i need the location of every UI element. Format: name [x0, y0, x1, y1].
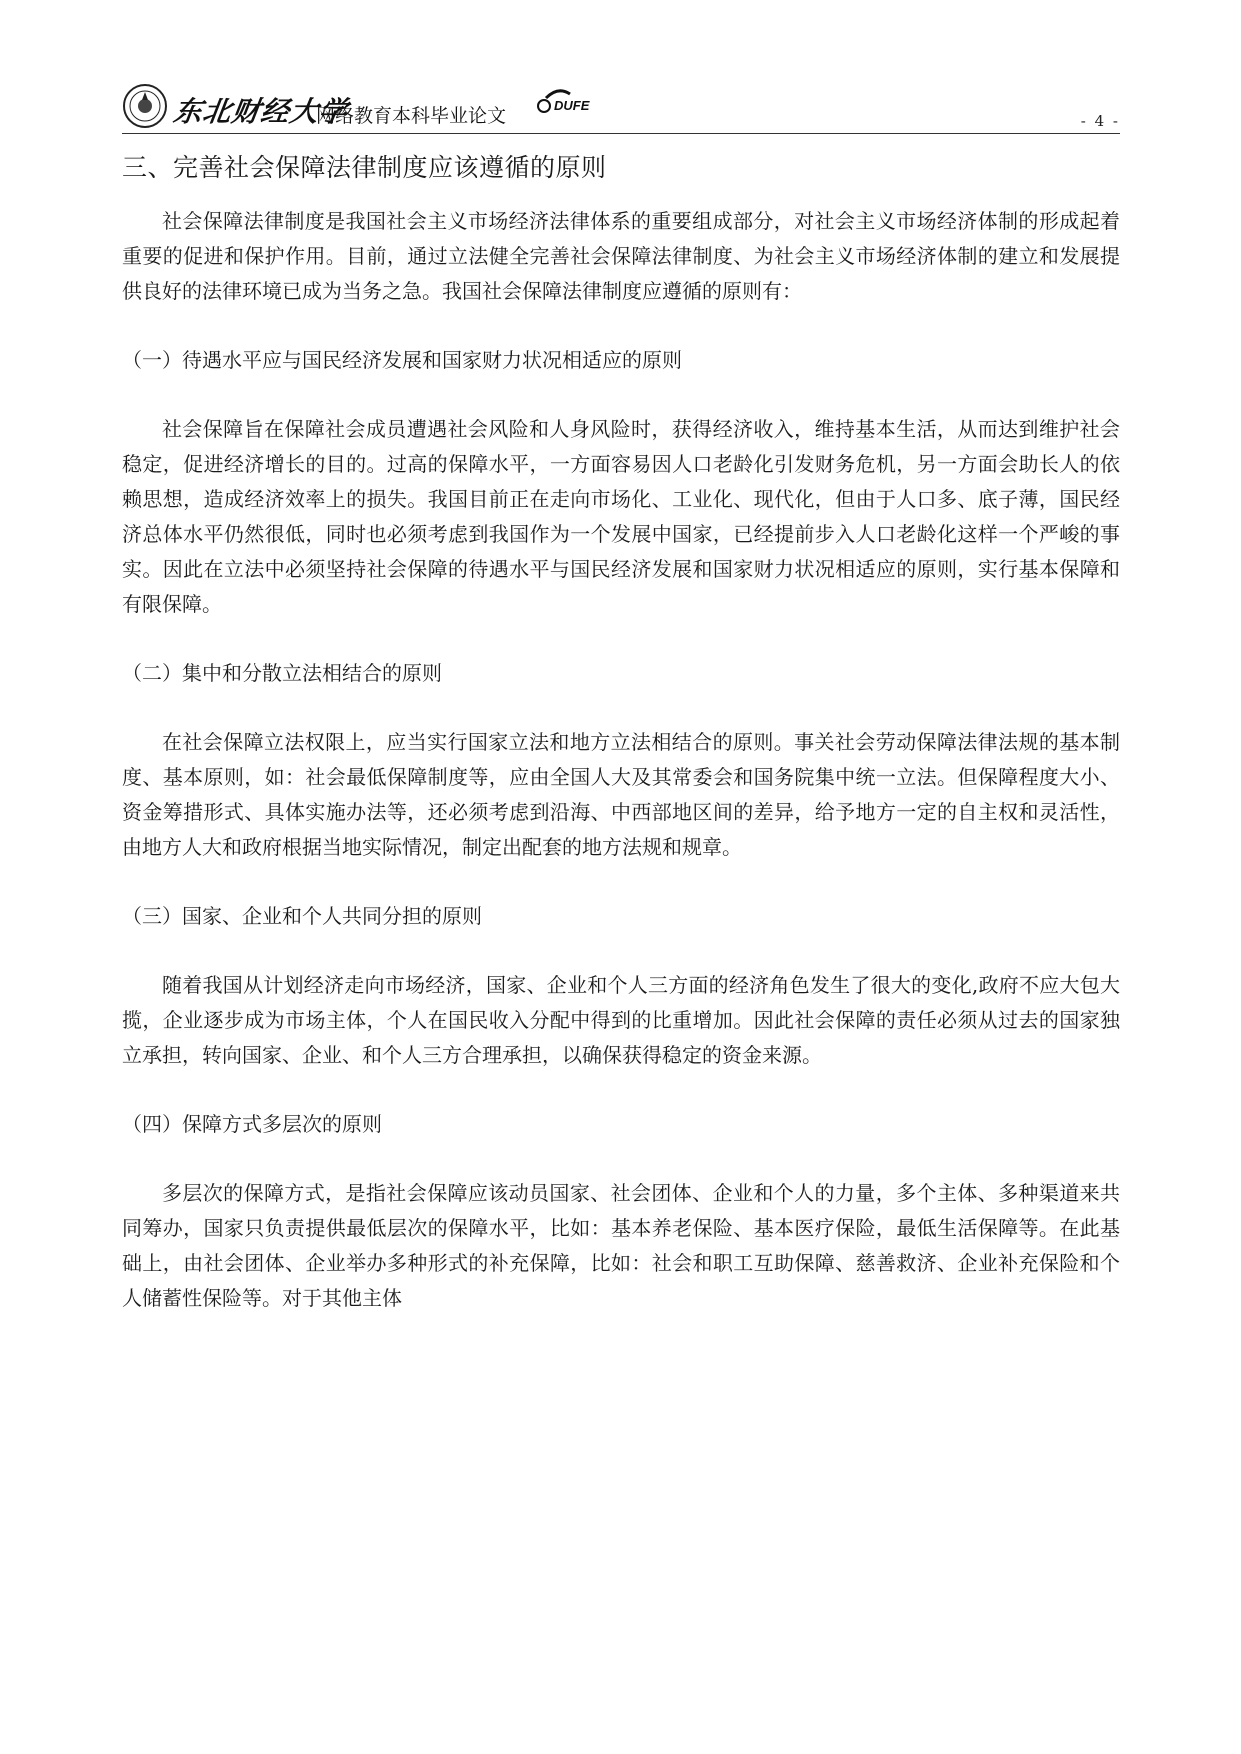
page-number: - 4 -	[1080, 112, 1120, 130]
section-title: 三、完善社会保障法律制度应该遵循的原则	[122, 153, 607, 182]
thesis-type-label: 网络教育本科毕业论文	[316, 105, 507, 127]
subsection-heading-2: （二）集中和分散立法相结合的原则	[122, 661, 442, 685]
university-seal-icon	[122, 83, 168, 129]
header-divider	[122, 133, 1120, 134]
subsection-paragraph-3: 随着我国从计划经济走向市场经济，国家、企业和个人三方面的经济角色发生了很大的变化,政府不应大包大揽，企业逐步成为市场主体，个人在国民收入分配中得到的比重增加。因此社会保障的责任必须从过去的国家独立承担，转向国家、企业、和个人三方合理承担，以确保获得稳定的资金来源。	[122, 973, 1120, 1067]
dufe-logo-text: DUFE	[554, 98, 590, 113]
university-name: 东北财经大学	[171, 95, 351, 128]
subsection-heading-1: （一）待遇水平应与国民经济发展和国家财力状况相适应的原则	[122, 348, 682, 372]
subsection-heading-4: （四）保障方式多层次的原则	[122, 1112, 382, 1136]
page-body	[122, 150, 1120, 1316]
subsection-paragraph-4: 多层次的保障方式，是指社会保障应该动员国家、社会团体、企业和个人的力量，多个主体、多种渠道来共同筹办，国家只负责提供最低层次的保障水平，比如：基本养老保险、基本医疗保险，最低生活保障等。在此基础上，由社会团体、企业举办多种形式的补充保障，比如：社会和职工互助保障、慈善救济、企业补充保险和个人储蓄性保险等。对于其他主体	[122, 1181, 1120, 1310]
subsection-paragraph-2: 在社会保障立法权限上，应当实行国家立法和地方立法相结合的原则。事关社会劳动保障法律法规的基本制度、基本原则，如：社会最低保障制度等，应由全国人大及其常委会和国务院集中统一立法。但保障程度大小、资金筹措形式、具体实施办法等，还必须考虑到沿海、中西部地区间的差异，给予地方一定的自主权和灵活性，由地方人大和政府根据当地实际情况，制定出配套的地方法规和规章。	[122, 730, 1120, 859]
subsection-heading-3: （三）国家、企业和个人共同分担的原则	[122, 904, 482, 928]
subsection-paragraph-1: 社会保障旨在保障社会成员遭遇社会风险和人身风险时，获得经济收入，维持基本生活，从而达到维护社会稳定，促进经济增长的目的。过高的保障水平，一方面容易因人口老龄化引发财务危机，另一方面会助长人的依赖思想，造成经济效率上的损失。我国目前正在走向市场化、工业化、现代化，但由于人口多、底子薄，国民经济总体水平仍然很低，同时也必须考虑到我国作为一个发展中国家，已经提前步入人口老龄化这样一个严峻的事实。因此在立法中必须坚持社会保障的待遇水平与国民经济发展和国家财力状况相适应的原则，实行基本保障和有限保障。	[122, 417, 1120, 616]
intro-paragraph: 社会保障法律制度是我国社会主义市场经济法律体系的重要组成部分，对社会主义市场经济体制的形成起着重要的促进和保护作用。目前，通过立法健全完善社会保障法律制度、为社会主义市场经济体制的建立和发展提供良好的法律环境已成为当务之急。我国社会保障法律制度应遵循的原则有：	[122, 209, 1120, 303]
dufe-logo-icon	[536, 86, 592, 116]
page-header	[122, 80, 1120, 138]
